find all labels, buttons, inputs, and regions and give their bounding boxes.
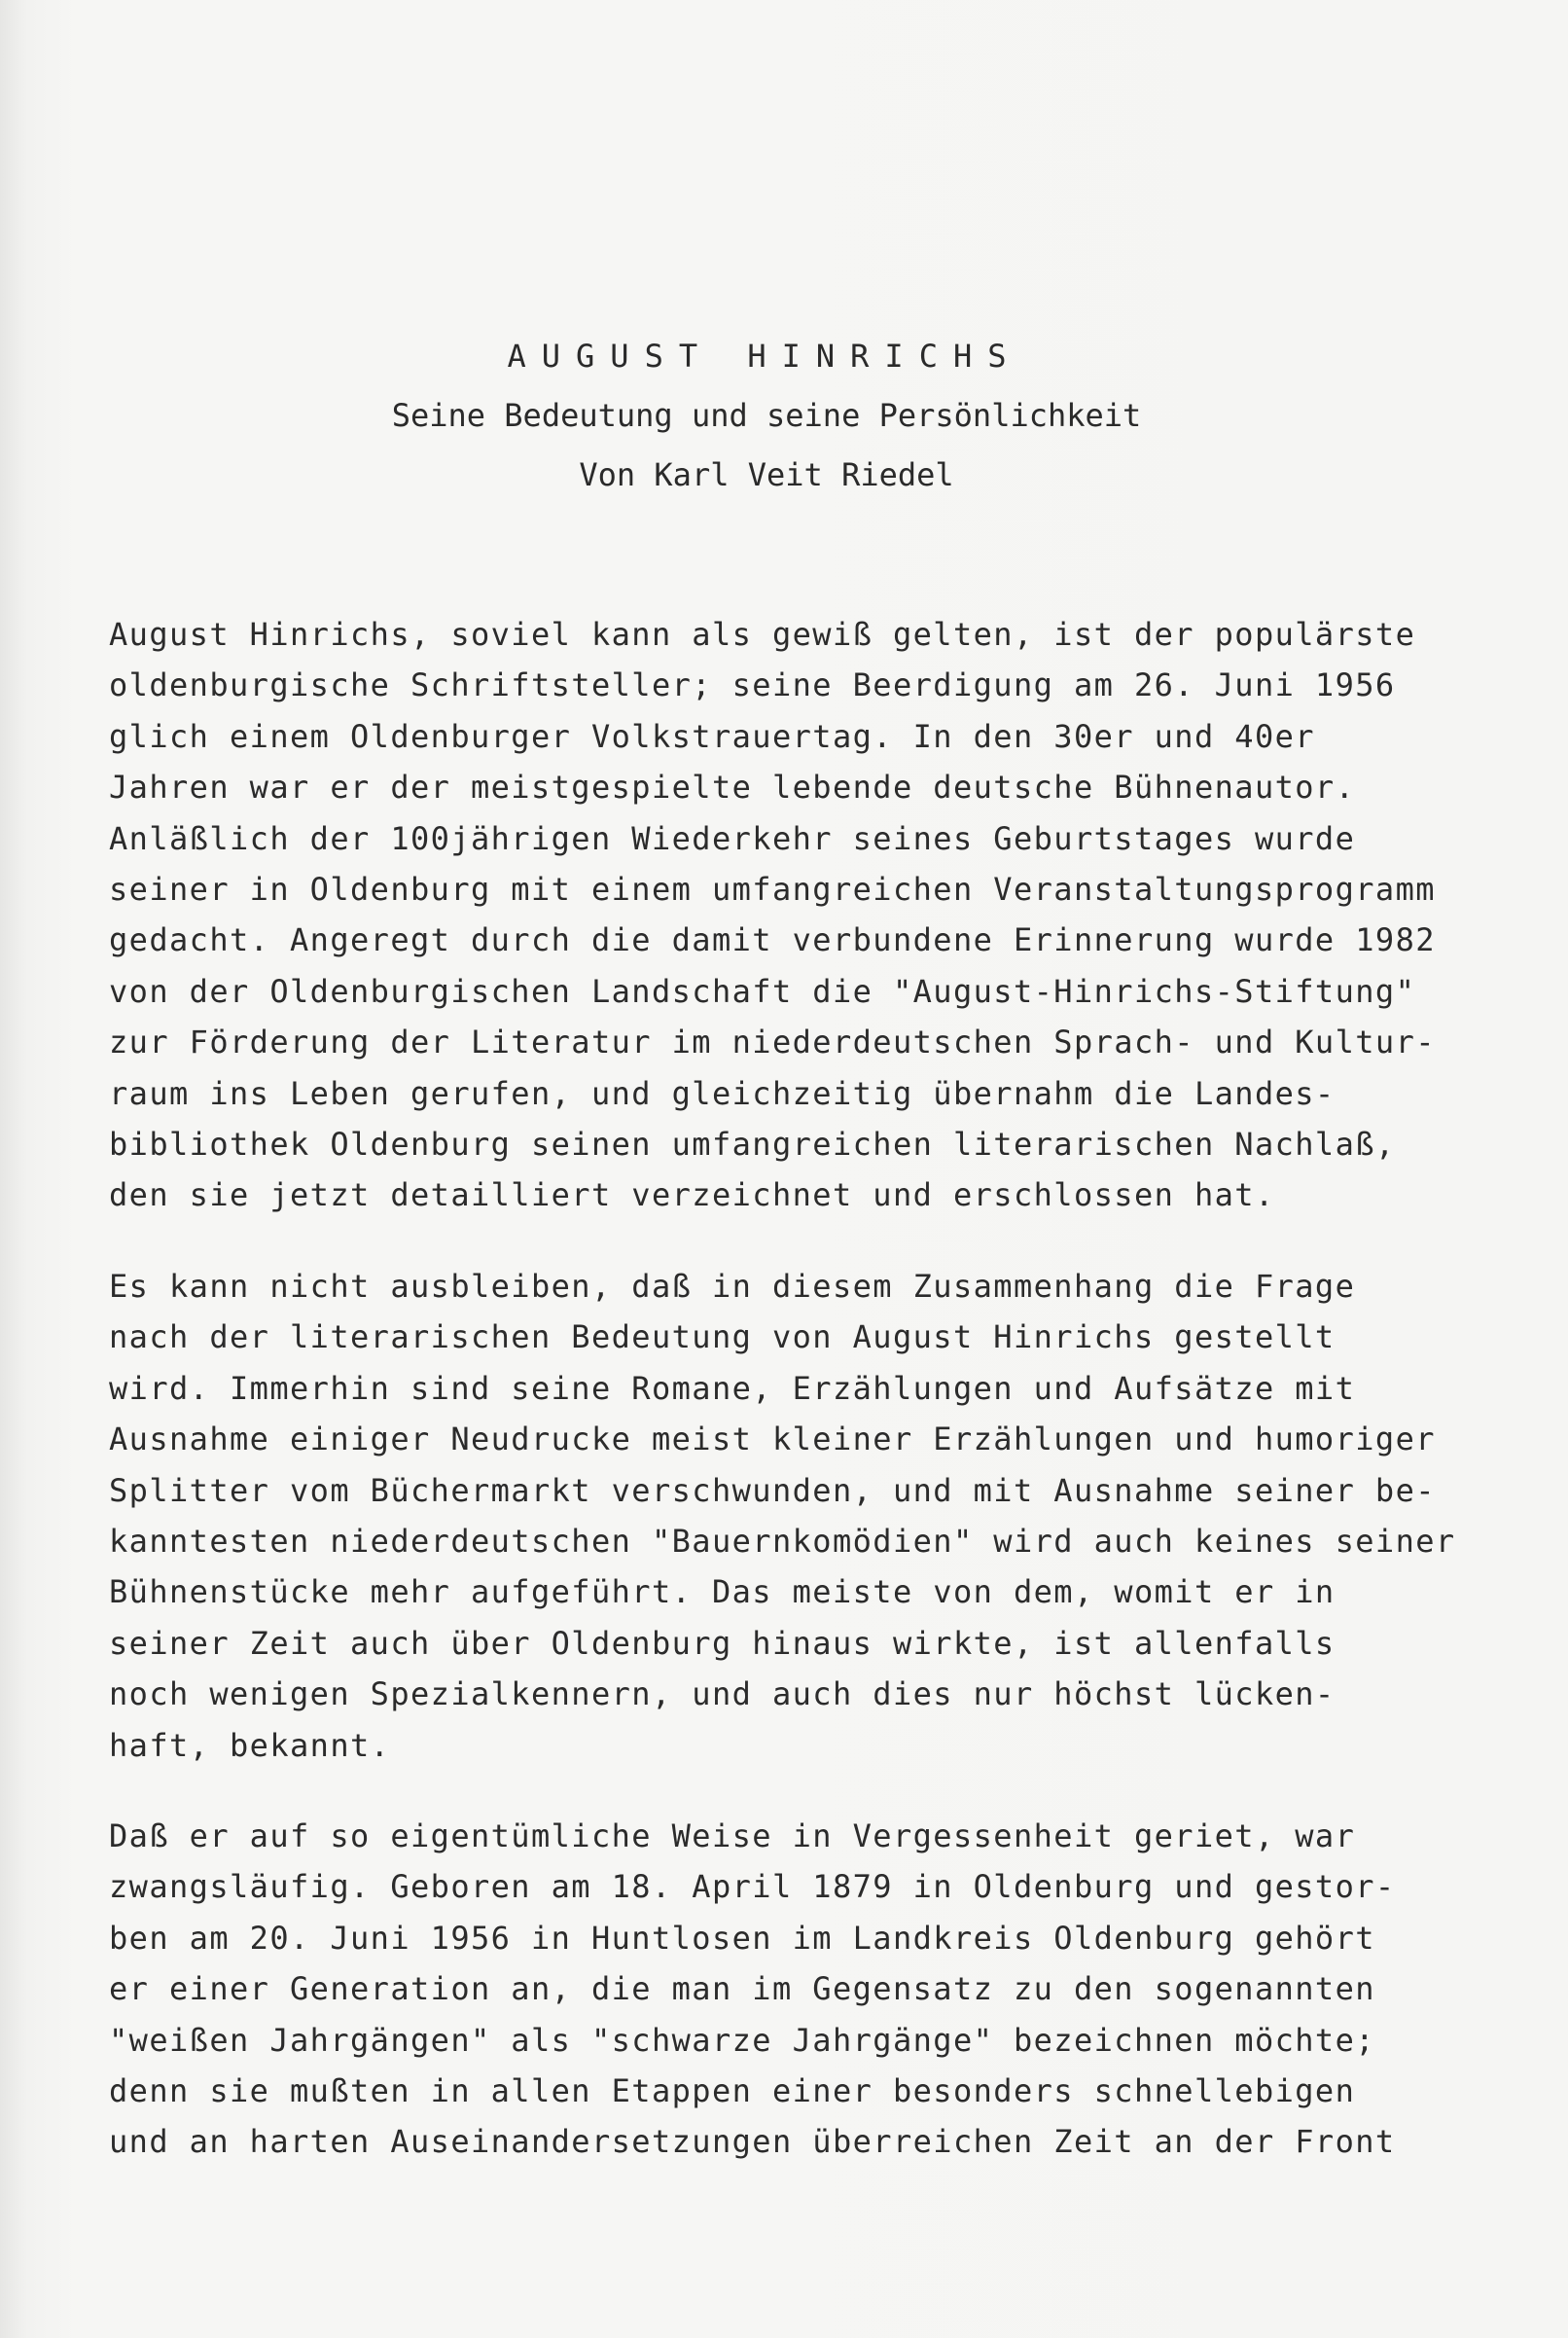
text-line: haft, bekannt. xyxy=(109,1726,391,1764)
text-line: kanntesten niederdeutschen "Bauernkomödien" wird auch keines seiner xyxy=(109,1522,1456,1560)
document-author: Von Karl Veit Riedel xyxy=(579,456,954,493)
text-line: raum ins Leben gerufen, und gleichzeitig übernahm die Landes- xyxy=(109,1074,1336,1112)
text-line: Splitter vom Büchermarkt verschwunden, und mit Ausnahme seiner be- xyxy=(109,1471,1436,1509)
text-line: von der Oldenburgischen Landschaft die "August-Hinrichs-Stiftung" xyxy=(109,972,1416,1010)
text-line: oldenburgische Schriftsteller; seine Beerdigung am 26. Juni 1956 xyxy=(109,666,1396,704)
text-line: zwangsläufig. Geboren am 18. April 1879 in Oldenburg und gestor- xyxy=(109,1868,1396,1906)
paragraph-3 xyxy=(109,1811,1549,2168)
text-line: Anläßlich der 100jährigen Wiederkehr seines Geburtstages wurde xyxy=(109,819,1356,857)
document-body xyxy=(109,609,1549,2168)
text-line: Daß er auf so eigentümliche Weise in Vergessenheit geriet, war xyxy=(109,1816,1356,1854)
text-line: bibliothek Oldenburg seinen umfangreichen literarischen Nachlaß, xyxy=(109,1126,1396,1164)
text-line: nach der literarischen Bedeutung von August Hinrichs gestellt xyxy=(109,1318,1336,1356)
paragraph-2 xyxy=(109,1261,1549,1771)
text-line: seiner in Oldenburg mit einem umfangreichen Veranstaltungsprogramm xyxy=(109,871,1436,909)
paragraph-1 xyxy=(109,609,1549,1221)
text-line: gedacht. Angeregt durch die damit verbundene Erinnerung wurde 1982 xyxy=(109,921,1436,959)
text-line: ben am 20. Juni 1956 in Huntlosen im Landkreis Oldenburg gehört xyxy=(109,1919,1375,1957)
text-line: Es kann nicht ausbleiben, daß in diesem Zusammenhang die Frage xyxy=(109,1267,1356,1305)
text-line: er einer Generation an, die man im Gegensatz zu den sogenannten xyxy=(109,1970,1375,2008)
text-line: und an harten Auseinandersetzungen überreichen Zeit an der Front xyxy=(109,2123,1396,2161)
text-line: Bühnenstücke mehr aufgeführt. Das meiste von dem, womit er in xyxy=(109,1573,1336,1611)
text-line: Ausnahme einiger Neudrucke meist kleiner Erzählungen und humoriger xyxy=(109,1421,1436,1458)
text-line: August Hinrichs, soviel kann als gewiß gelten, ist der populärste xyxy=(109,616,1416,653)
text-line: Jahren war er der meistgespielte lebende deutsche Bühnenautor. xyxy=(109,769,1356,807)
text-line: noch wenigen Spezialkennern, und auch dies nur höchst lücken- xyxy=(109,1675,1336,1713)
text-line: "weißen Jahrgängen" als "schwarze Jahrgänge" bezeichnen möchte; xyxy=(109,2021,1375,2059)
text-line: glich einem Oldenburger Volkstrauertag. In den 30er und 40er xyxy=(109,717,1315,755)
text-line: zur Förderung der Literatur im niederdeutschen Sprach- und Kultur- xyxy=(109,1024,1436,1061)
document-title: AUGUST HINRICHS xyxy=(507,338,1022,375)
document-header xyxy=(0,327,1568,505)
text-line: denn sie mußten in allen Etappen einer besonders schnellebigen xyxy=(109,2071,1356,2109)
text-line: seiner Zeit auch über Oldenburg hinaus wirkte, ist allenfalls xyxy=(109,1624,1336,1662)
text-line: wird. Immerhin sind seine Romane, Erzählungen und Aufsätze mit xyxy=(109,1369,1356,1407)
text-line: den sie jetzt detailliert verzeichnet und erschlossen hat. xyxy=(109,1176,1275,1214)
document-subtitle: Seine Bedeutung und seine Persönlichkeit xyxy=(391,397,1142,434)
